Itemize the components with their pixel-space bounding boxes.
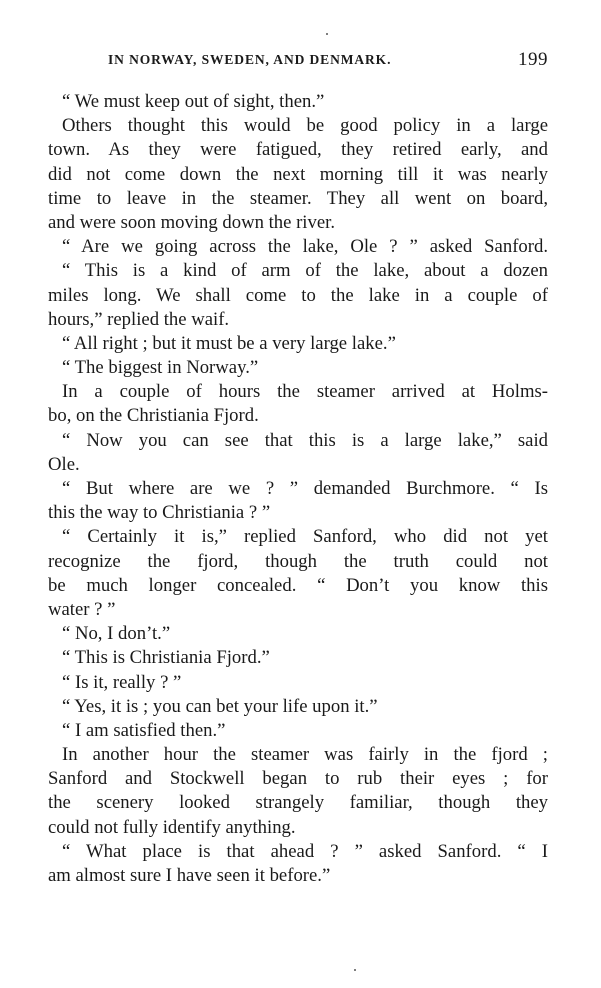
text-line: “ Yes, it is ; you can bet your life upon it.” xyxy=(62,695,378,717)
text-line: be much longer concealed. “ Don’t you know this xyxy=(48,574,548,596)
text-line: “ Now you can see that this is a large lake,” said xyxy=(62,429,548,451)
text-line: Others thought this would be good policy in a large xyxy=(62,115,548,137)
text-line: and were soon moving down the river. xyxy=(48,211,336,233)
text-line: “ The biggest in Norway.” xyxy=(62,357,259,379)
text-line: time to leave in the steamer. They all went on board, xyxy=(48,187,548,209)
page-number: 199 xyxy=(518,49,548,70)
text-line: “ What place is that ahead ? ” asked Sanford. “ I xyxy=(62,840,548,862)
text-line: “ All right ; but it must be a very large lake.” xyxy=(62,332,396,354)
text-line: the scenery looked strangely familiar, though they xyxy=(48,792,548,814)
text-line: In a couple of hours the steamer arrived at Holms- xyxy=(62,381,548,403)
running-header xyxy=(108,50,548,72)
print-speck-top xyxy=(326,33,328,35)
text-line: “ Certainly it is,” replied Sanford, who did not yet xyxy=(62,526,548,548)
text-line: did not come down the next morning till it was nearly xyxy=(48,163,548,185)
text-line: “ We must keep out of sight, then.” xyxy=(62,91,325,112)
text-line: “ No, I don’t.” xyxy=(62,623,171,645)
text-line: “ But where are we ? ” demanded Burchmore. “ Is xyxy=(62,478,548,499)
text-line: am almost sure I have seen it before.” xyxy=(48,865,331,886)
text-line: Sanford and Stockwell began to rub their eyes ; for xyxy=(48,768,548,790)
text-line: “ Is it, really ? ” xyxy=(62,671,182,693)
text-line: town. As they were fatigued, they retired early, and xyxy=(48,139,548,161)
running-title: IN NORWAY, SWEDEN, AND DENMARK. xyxy=(108,52,392,67)
body-text xyxy=(48,90,548,888)
text-line: Ole. xyxy=(48,453,80,475)
text-line: “ I am satisfied then.” xyxy=(62,719,226,741)
text-line: miles long. We shall come to the lake in a couple of xyxy=(48,284,548,306)
text-line: hours,” replied the waif. xyxy=(48,308,230,330)
print-speck-bottom xyxy=(354,969,356,971)
text-line: could not fully identify anything. xyxy=(48,816,296,838)
text-line: “ This is a kind of arm of the lake, about a dozen xyxy=(62,260,548,282)
text-line: recognize the fjord, though the truth could not xyxy=(48,550,548,572)
text-line: this the way to Christiania ? ” xyxy=(48,502,271,524)
text-line: “ This is Christiania Fjord.” xyxy=(62,647,270,669)
text-line: “ Are we going across the lake, Ole ? ” asked Sanford. xyxy=(62,236,548,258)
text-line: In another hour the steamer was fairly in the fjord ; xyxy=(62,744,548,766)
text-line: bo, on the Christiania Fjord. xyxy=(48,405,259,427)
text-line: water ? ” xyxy=(48,598,116,620)
